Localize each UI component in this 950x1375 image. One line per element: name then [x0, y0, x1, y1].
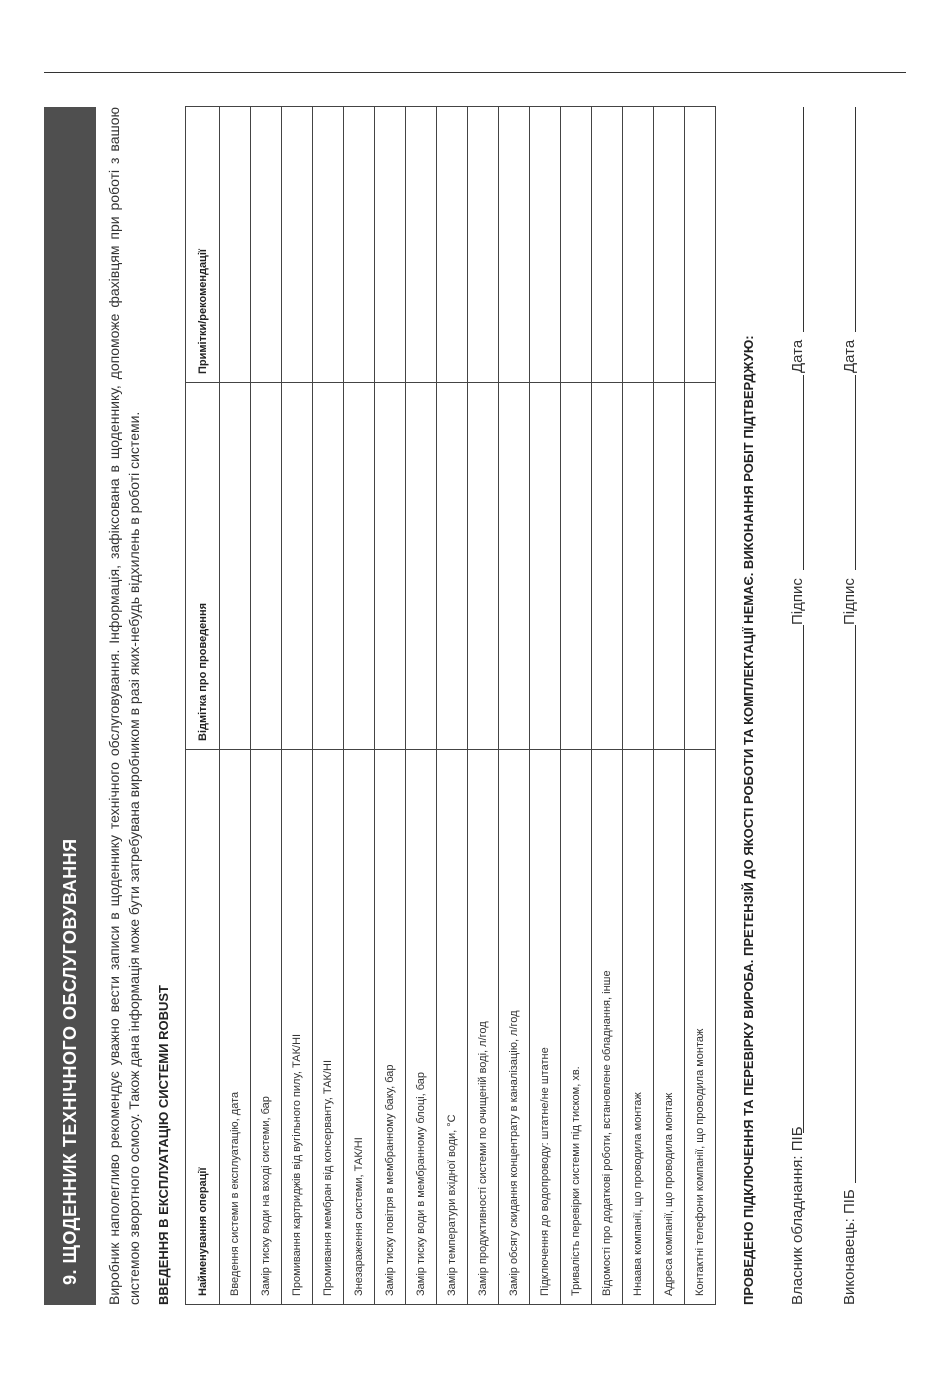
table-row	[685, 107, 716, 1305]
commissioning-title: ВВЕДЕННЯ В ЕКСПЛУАТАЦІЮ СИСТЕМИ ROBUST	[156, 985, 171, 1305]
operation-cell: Відомості про додаткові роботи, встановлене обладнання, інше	[592, 750, 623, 1305]
table-row	[344, 107, 375, 1305]
column-header-operation: Найменування операції	[186, 750, 220, 1305]
column-header-notes: Примітки/рекомендації	[186, 107, 220, 383]
page-title: 9. ЩОДЕННИК ТЕХНІЧНОГО ОБСЛУГОВУВАННЯ	[59, 838, 80, 1285]
operation-cell: Ннаaва компанії, що проводила монтаж	[623, 750, 654, 1305]
owner-date-label: Дата	[789, 339, 806, 373]
executor-signature-field[interactable]	[855, 375, 856, 570]
operation-cell: Замір температури вхідної води, °С	[437, 750, 468, 1305]
table-row	[468, 107, 499, 1305]
notes-cell[interactable]	[282, 107, 313, 383]
mark-cell[interactable]	[406, 383, 437, 750]
owner-label: Власник обладнання: ПІБ	[789, 1126, 806, 1305]
operation-cell: Контактні телефони компанії, що проводила монтаж	[685, 750, 716, 1305]
operation-cell: Введення системи в експлуатацію, дата	[220, 750, 251, 1305]
notes-cell[interactable]	[220, 107, 251, 383]
mark-cell[interactable]	[592, 383, 623, 750]
operation-cell: Замір тиску повітря в мембранному баку, бар	[375, 750, 406, 1305]
mark-cell[interactable]	[437, 383, 468, 750]
owner-signature-label: Підпис	[789, 578, 806, 625]
operation-cell: Промивання картриджів від вугільного пилу, ТАК/НІ	[282, 750, 313, 1305]
intro-paragraph: Виробник наполегливо рекомендує уважно вести записи в щоденнику технічного обслуговування. Інформація, зафіксована в щоденнику, допоможе фахівцям при роботі з вашою системою зворотного осмосу. Також дана інформація може бути затребувана виробником в разі яких-небудь відхилень в роботі системи.	[106, 107, 142, 1305]
mark-cell[interactable]	[530, 383, 561, 750]
notes-cell[interactable]	[251, 107, 282, 383]
operation-cell: Промивання мембран від консерванту, ТАК/НІ	[313, 750, 344, 1305]
operation-cell: Тривалість перевірки системи під тиском, хв.	[561, 750, 592, 1305]
maintenance-table	[185, 106, 716, 1305]
section-header	[44, 107, 96, 1305]
mark-cell[interactable]	[623, 383, 654, 750]
mark-cell[interactable]	[282, 383, 313, 750]
mark-cell[interactable]	[654, 383, 685, 750]
operation-cell: Замір тиску води на вході системи, бар	[251, 750, 282, 1305]
table-row	[251, 107, 282, 1305]
table-row	[623, 107, 654, 1305]
operation-cell: Адреса компанії, що проводила монтаж	[654, 750, 685, 1305]
mark-cell[interactable]	[375, 383, 406, 750]
mark-cell[interactable]	[251, 383, 282, 750]
operation-cell: Підключення до водопроводу: штатне/не штатне	[530, 750, 561, 1305]
notes-cell[interactable]	[499, 107, 530, 383]
table-row	[592, 107, 623, 1305]
page-content	[44, 107, 862, 1305]
notes-cell[interactable]	[654, 107, 685, 383]
notes-cell[interactable]	[437, 107, 468, 383]
mark-cell[interactable]	[468, 383, 499, 750]
owner-signature-field[interactable]	[803, 375, 804, 570]
executor-date-field[interactable]	[855, 107, 856, 332]
mark-cell[interactable]	[220, 383, 251, 750]
notes-cell[interactable]	[530, 107, 561, 383]
mark-cell[interactable]	[685, 383, 716, 750]
table-row	[406, 107, 437, 1305]
executor-date-label: Дата	[841, 339, 858, 373]
table-row	[561, 107, 592, 1305]
table-row	[282, 107, 313, 1305]
executor-signature-line	[832, 107, 862, 1305]
notes-cell[interactable]	[623, 107, 654, 383]
notes-cell[interactable]	[685, 107, 716, 383]
owner-date-field[interactable]	[803, 107, 804, 332]
table-row	[437, 107, 468, 1305]
executor-signature-label: Підпис	[841, 578, 858, 625]
mark-cell[interactable]	[561, 383, 592, 750]
operation-cell: Замір тиску води в мембранному блоці, бар	[406, 750, 437, 1305]
notes-cell[interactable]	[313, 107, 344, 383]
owner-name-field[interactable]	[803, 625, 804, 1133]
table-row	[375, 107, 406, 1305]
table-row	[313, 107, 344, 1305]
notes-cell[interactable]	[344, 107, 375, 383]
mark-cell[interactable]	[313, 383, 344, 750]
table-row	[220, 107, 251, 1305]
notes-cell[interactable]	[561, 107, 592, 383]
table-row	[499, 107, 530, 1305]
mark-cell[interactable]	[499, 383, 530, 750]
table-row	[654, 107, 685, 1305]
confirmation-statement: ПРОВЕДЕНО ПІДКЛЮЧЕННЯ ТА ПЕРЕВІРКУ ВИРОБА. ПРЕТЕНЗІЙ ДО ЯКОСТІ РОБОТИ ТА КОМПЛЕКТАЦІЇ НЕМАЄ. ВИКОНАННЯ РОБІТ ПІДТВЕРДЖУЮ:	[741, 335, 756, 1305]
owner-signature-line	[780, 107, 810, 1305]
executor-label: Виконавець: ПІБ	[841, 1189, 858, 1305]
operation-cell: Замір продуктивності системи по очищеній воді, л/год	[468, 750, 499, 1305]
operation-cell: Знезараження системи, ТАК/НІ	[344, 750, 375, 1305]
column-header-mark: Відмітка про проведення	[186, 383, 220, 750]
executor-name-field[interactable]	[855, 625, 856, 1183]
table-row	[530, 107, 561, 1305]
table-header-row	[186, 107, 220, 1305]
notes-cell[interactable]	[375, 107, 406, 383]
operation-cell: Замір обсягу скидання концентрату в каналізацію, л/год	[499, 750, 530, 1305]
mark-cell[interactable]	[344, 383, 375, 750]
notes-cell[interactable]	[468, 107, 499, 383]
notes-cell[interactable]	[406, 107, 437, 383]
notes-cell[interactable]	[592, 107, 623, 383]
